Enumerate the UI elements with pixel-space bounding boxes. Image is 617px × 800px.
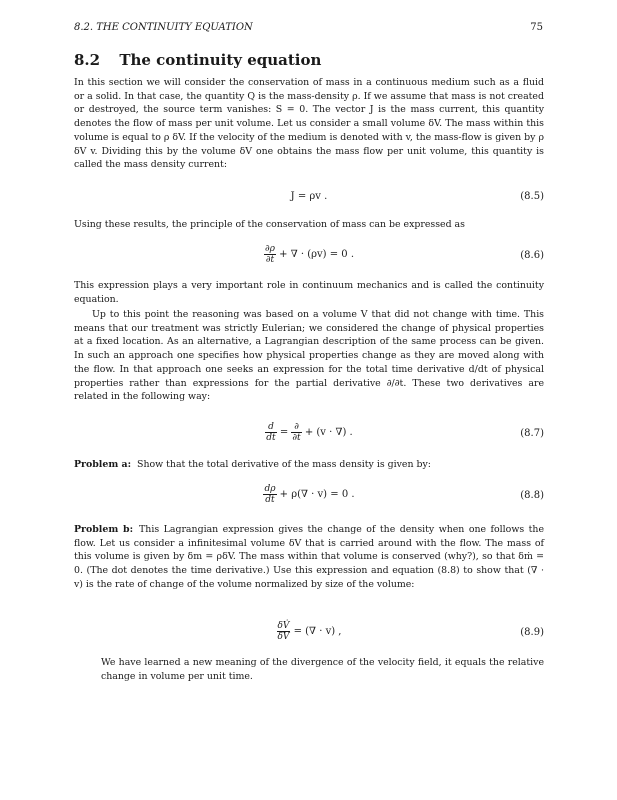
equation-8-8-fraction: $\frac{d\rho}{dt}$ bbox=[264, 484, 276, 505]
equation-8-9-fraction: $\frac{\delta V̇}{\delta V}$ bbox=[277, 621, 290, 642]
paragraph-lagrangian: Up to this point the reasoning was based on a volume V that did not change with time. This means that our treatment was strictly Eulerian; we considered the change of physical properties at a fixed location. As an alternative, a Lagrangian description of the same process can be given. In such an approach one specifies how physical properties change as they are moved along with the flow. In that approach one seeks an expression for the total time derivative d/dt of physical properties rather than expressions for the partial derivative ∂/∂t. These two derivatives are related in the following way: bbox=[74, 309, 544, 403]
equation-8-5-body: J = ρv . bbox=[290, 191, 328, 202]
equation-8-6-rest: + ∇ · (ρv) = 0 . bbox=[275, 249, 354, 260]
running-header-title: 8.2. THE CONTINUITY EQUATION bbox=[74, 22, 253, 33]
problem-a-text: Show that the total derivative of the mass density is given by: bbox=[137, 459, 431, 470]
equation-8-6-fraction: $\frac{\partial\rho}{\partial t}$ bbox=[265, 244, 275, 265]
equation-8-7-fraction-d: $\frac{d}{dt}$ bbox=[266, 422, 276, 443]
problem-a-label: Problem a: bbox=[74, 459, 132, 470]
equation-8-7-rest: + (v · ∇) . bbox=[301, 427, 353, 438]
equation-8-8 bbox=[74, 480, 544, 514]
paragraph-conservation: Using these results, the principle of the conservation of mass can be expressed as bbox=[74, 219, 465, 230]
running-header bbox=[74, 22, 543, 33]
equation-8-5-tag: (8.5) bbox=[520, 191, 544, 202]
equation-8-8-tag: (8.8) bbox=[520, 490, 544, 501]
paragraph-intro: In this section we will consider the conservation of mass in a continuous medium such as a fluid or a solid. In that case, the quantity Q is the mass-density ρ. If we assume that mass is not created or destroyed, the source term vanishes: S = 0. The vector J is the mass current, this quantity denotes the flow of mass per unit volume. Let us consider a small volume δV. The mass within this volume is equal to ρ δV. If the velocity of the medium is denoted with v, the mass-flow is given by ρ δV v. Dividing this by the volume δV one obtains the mass flow per unit volume, this quantity is called the mass density current: bbox=[74, 77, 544, 171]
equation-8-7-fraction-partial: $\frac{\partial}{\partial t}$ bbox=[292, 422, 301, 443]
paragraph-divergence: We have learned a new meaning of the divergence of the velocity field, it equals the relative change in volume per unit time. bbox=[101, 657, 544, 682]
equation-8-9 bbox=[74, 617, 544, 651]
equation-8-9-tag: (8.9) bbox=[520, 627, 544, 638]
equation-8-6 bbox=[74, 240, 544, 274]
page-number: 75 bbox=[530, 22, 543, 33]
section-title: The continuity equation bbox=[119, 51, 322, 69]
problem-a bbox=[74, 458, 544, 472]
problem-b-label: Problem b: bbox=[74, 524, 134, 535]
problem-b-text: This Lagrangian expression gives the change of the density when one follows the flow. Let us consider a infinitesimal volume δV that is carried around with the flow. The mass of this volume is given by δm = ρδV. The mass within that volume is conserved (why?), so that δṁ = 0. (The dot denotes the time derivative.) Use this expression and equation (8.8) to show that (∇ · v) is the rate of change of the volume normalized by size of the volume: bbox=[74, 524, 544, 590]
problem-b bbox=[74, 523, 544, 592]
equation-8-7-tag: (8.7) bbox=[520, 428, 544, 439]
paragraph-continuity: This expression plays a very important role in continuum mechanics and is called the continuity equation. bbox=[74, 280, 544, 305]
equation-8-9-rest: = (∇ · v) , bbox=[290, 626, 342, 637]
equation-8-5 bbox=[74, 183, 544, 213]
section-heading bbox=[74, 51, 321, 69]
equation-8-7: $\frac{d}{dt}$ = $\frac{\partial}{\partial t}$ + (v · ∇) . (8.7) bbox=[266, 422, 544, 443]
equation-8-6-tag: (8.6) bbox=[520, 250, 544, 261]
section-number: 8.2 bbox=[74, 51, 101, 69]
equation-8-8-rest: + ρ(∇ · v) = 0 . bbox=[276, 489, 355, 500]
